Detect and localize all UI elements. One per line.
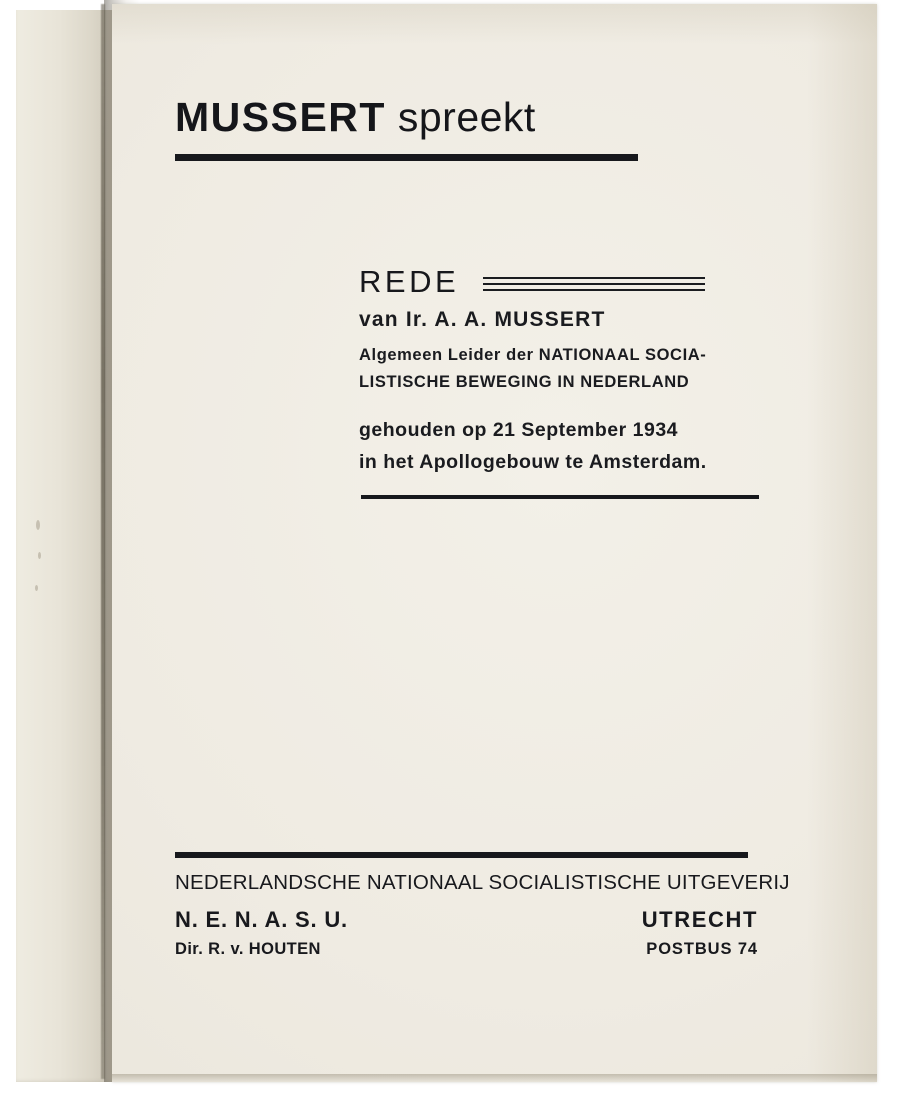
rule-line bbox=[483, 289, 705, 291]
facing-page-top-edge bbox=[16, 0, 112, 10]
publisher-director: Dir. R. v. HOUTEN bbox=[175, 940, 321, 958]
facing-page-verso bbox=[16, 0, 112, 1082]
publisher-city: UTRECHT bbox=[641, 907, 758, 932]
rule-line bbox=[483, 283, 705, 285]
page-right-shading bbox=[807, 4, 877, 1082]
page-title bbox=[175, 94, 755, 141]
imprint-top-rule bbox=[175, 852, 748, 858]
imprint-left-column bbox=[175, 907, 348, 959]
occasion-line-1: gehouden op 21 September 1934 bbox=[359, 419, 679, 442]
title-page bbox=[112, 4, 877, 1082]
rule-line bbox=[483, 277, 705, 279]
speech-block-bottom-rule bbox=[361, 495, 759, 499]
organisation-lines bbox=[359, 342, 779, 395]
author-byline: van Ir. A. A. MUSSERT bbox=[359, 308, 606, 331]
title-main: MUSSERT bbox=[175, 94, 386, 140]
organisation-line-1: Algemeen Leider der NATIONAAL SOCIA- bbox=[359, 346, 707, 364]
publisher-po-box: POSTBUS 74 bbox=[646, 940, 758, 958]
paper-blemish bbox=[35, 585, 38, 591]
organisation-line-2: LISTISCHE BEWEGING IN NEDERLAND bbox=[359, 372, 690, 391]
occasion-line-2: in het Apollogebouw te Amsterdam. bbox=[359, 451, 707, 474]
title-block bbox=[175, 94, 755, 161]
imprint-right-column bbox=[642, 907, 760, 959]
speech-label-rules bbox=[483, 277, 705, 291]
paper-blemish bbox=[38, 552, 41, 559]
title-secondary: spreekt bbox=[397, 94, 536, 140]
page-top-shading bbox=[112, 4, 877, 44]
speech-label-row bbox=[359, 262, 779, 302]
background-bottom-margin bbox=[0, 1081, 899, 1103]
title-underline-rule bbox=[175, 154, 638, 161]
speech-label: REDE bbox=[359, 264, 460, 299]
speech-details-block bbox=[359, 262, 779, 499]
book-spine-crease bbox=[101, 4, 105, 1079]
imprint-block bbox=[175, 852, 790, 959]
publisher-name: NEDERLANDSCHE NATIONAAL SOCIALISTISCHE UITGEVERIJ bbox=[175, 871, 790, 894]
occasion-lines bbox=[359, 415, 779, 478]
paper-blemish bbox=[36, 520, 40, 530]
publisher-acronym: N. E. N. A. S. U. bbox=[175, 907, 348, 932]
page-bottom-shadow bbox=[112, 1074, 877, 1083]
imprint-columns bbox=[175, 907, 760, 959]
